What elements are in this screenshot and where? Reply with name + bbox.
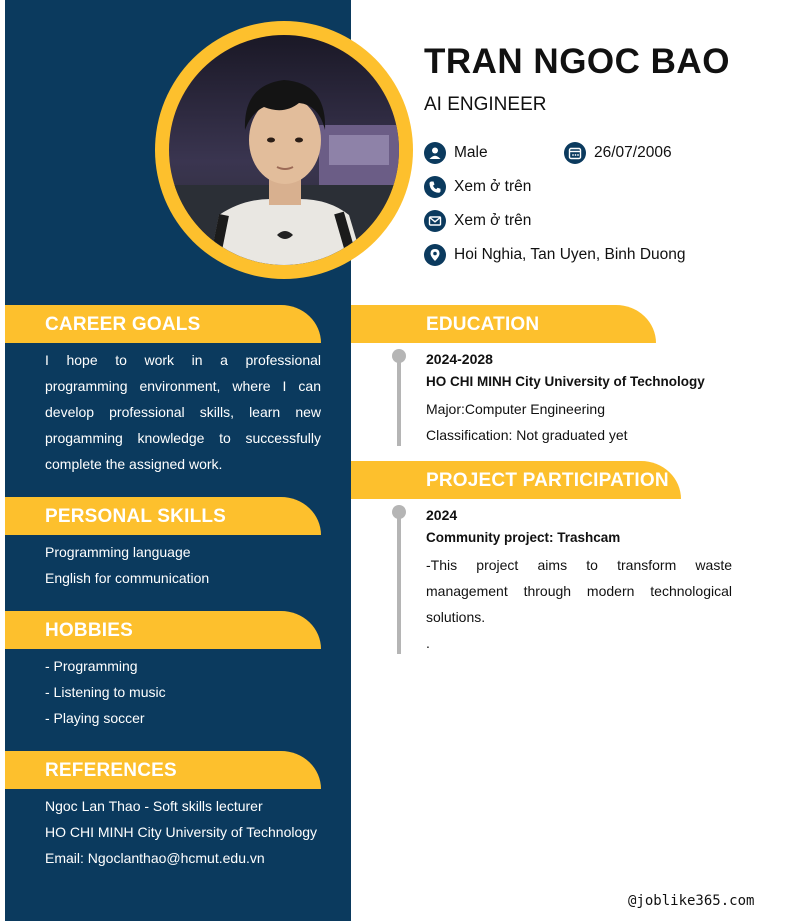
project-description: -This project aims to transform waste management through modern technological solutions. bbox=[426, 557, 732, 625]
career-goals-text: I hope to work in a professional programming environment, where I can develop professional skills, learn new progamming knowledge to successfully complete the assigned work. bbox=[45, 352, 321, 472]
phone-value: Xem ở trên bbox=[454, 178, 532, 195]
hobbies-header bbox=[5, 611, 321, 649]
references-list bbox=[45, 793, 321, 871]
list-item: English for communication bbox=[45, 570, 210, 586]
projects-title: PROJECT PARTICIPATION bbox=[426, 470, 669, 491]
career-goals-title: CAREER GOALS bbox=[45, 314, 201, 335]
education-classification: Classification: Not graduated yet bbox=[426, 427, 628, 443]
education-header bbox=[351, 305, 656, 343]
avatar-ring bbox=[155, 21, 413, 279]
list-item: Email: Ngoclanthao@hcmut.edu.vn bbox=[45, 850, 265, 866]
project-name: Community project: Trashcam bbox=[426, 530, 621, 545]
list-item: Ngoc Lan Thao - Soft skills lecturer bbox=[45, 798, 263, 814]
list-item: - Listening to music bbox=[45, 684, 166, 700]
personal-skills-list bbox=[45, 539, 321, 591]
email-value: Xem ở trên bbox=[454, 212, 532, 229]
address-row bbox=[424, 244, 686, 266]
job-title: AI ENGINEER bbox=[424, 94, 547, 115]
user-icon bbox=[424, 142, 446, 164]
project-extra: . bbox=[426, 635, 430, 651]
list-item: - Playing soccer bbox=[45, 710, 145, 726]
projects-header bbox=[351, 461, 681, 499]
hobbies-title: HOBBIES bbox=[45, 620, 133, 641]
education-title: EDUCATION bbox=[426, 314, 540, 335]
watermark: @joblike365.com bbox=[628, 893, 755, 909]
education-school: HO CHI MINH City University of Technology bbox=[426, 374, 705, 389]
education-entry bbox=[426, 350, 732, 448]
gender-value: Male bbox=[454, 144, 488, 161]
project-year: 2024 bbox=[426, 507, 458, 523]
career-goals-header bbox=[5, 305, 321, 343]
phone-icon bbox=[424, 176, 446, 198]
personal-skills-header bbox=[5, 497, 321, 535]
education-major: Major:Computer Engineering bbox=[426, 401, 605, 417]
mail-icon bbox=[424, 210, 446, 232]
project-entry bbox=[426, 506, 732, 656]
references-header bbox=[5, 751, 321, 789]
address-value: Hoi Nghia, Tan Uyen, Binh Duong bbox=[454, 246, 686, 263]
list-item: - Programming bbox=[45, 658, 138, 674]
timeline-line bbox=[397, 512, 401, 654]
career-goals-body bbox=[45, 347, 321, 477]
hobbies-list bbox=[45, 653, 321, 731]
location-pin-icon bbox=[424, 244, 446, 266]
gender-row bbox=[424, 142, 488, 164]
education-period: 2024-2028 bbox=[426, 351, 493, 367]
email-row bbox=[424, 210, 531, 232]
references-title: REFERENCES bbox=[45, 760, 177, 781]
candidate-name: TRAN NGOC BAO bbox=[424, 42, 730, 81]
avatar bbox=[169, 35, 399, 265]
list-item: Programming language bbox=[45, 544, 191, 560]
list-item: HO CHI MINH City University of Technology bbox=[45, 824, 318, 840]
birthdate-value: 26/07/2006 bbox=[594, 144, 672, 161]
birthdate-row bbox=[564, 142, 672, 164]
calendar-icon bbox=[564, 142, 586, 164]
phone-row bbox=[424, 176, 531, 198]
personal-skills-title: PERSONAL SKILLS bbox=[45, 506, 227, 527]
timeline-line bbox=[397, 356, 401, 446]
